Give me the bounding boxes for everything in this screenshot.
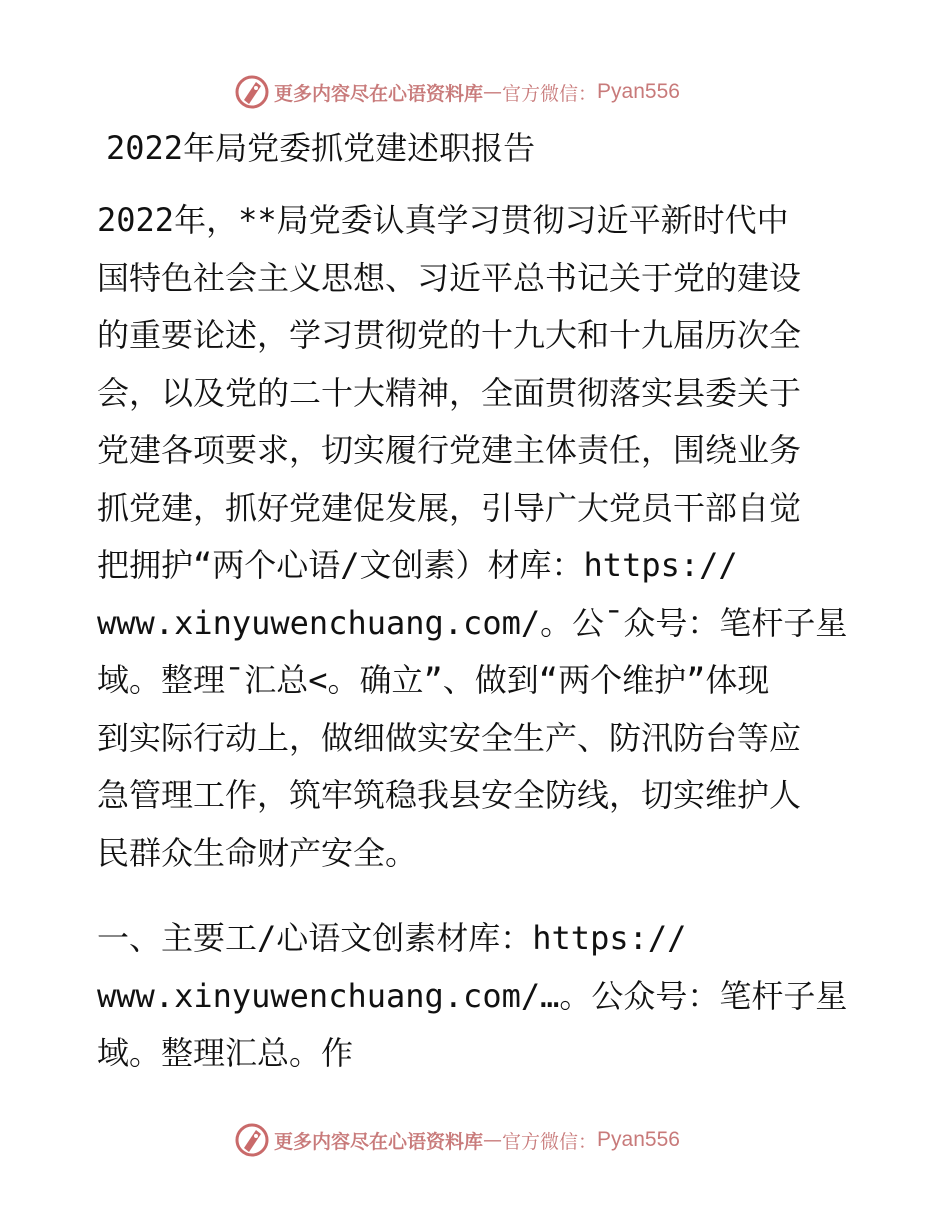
watermark-id: Pyan556 [597, 1128, 680, 1151]
text-line: 域。整理汇总。作 [97, 1034, 354, 1072]
header-watermark [234, 72, 680, 112]
text-line: www.xinyuwenchuang.com/…。公众号：笔杆子星 [97, 976, 848, 1015]
text-line: 把拥护“两个心语/文创素）材库：https:// [97, 546, 738, 584]
pen-nib-logo-icon [234, 1122, 270, 1158]
watermark-id: Pyan556 [597, 80, 680, 103]
watermark-label: 官方微信： [502, 1130, 598, 1153]
watermark-text: 更多内容尽在心语资料库 [274, 1130, 484, 1153]
text-line: www.xinyuwenchuang.com/。公¯众号：笔杆子星 [97, 603, 848, 642]
text-line: 域。整理¯汇总<。确立”、做到“两个维护”体现 [97, 661, 770, 699]
watermark-label: 官方微信： [502, 82, 598, 105]
footer-watermark [234, 1120, 680, 1160]
watermark-separator: — [483, 1129, 503, 1151]
text-line: 的重要论述，学习贯彻党的十九大和十九届历次全 [97, 316, 802, 354]
text-line: 急管理工作，筑牢筑稳我县安全防线，切实维护人 [97, 776, 802, 814]
text-line: 一、主要工/心语文创素材库：https:// [97, 919, 687, 957]
text-line: 到实际行动上，做细做实安全生产、防汛防台等应 [97, 718, 802, 757]
text-line: 会，以及党的二十大精神，全面贯彻落实县委关于 [97, 373, 802, 412]
text-line: 2022年，**局党委认真学习贯彻习近平新时代中 [97, 201, 789, 239]
watermark-separator: — [483, 81, 503, 103]
paragraph-1 [97, 192, 857, 882]
document-title: 2022年局党委抓党建述职报告 [106, 129, 536, 167]
pen-nib-logo-icon [234, 74, 270, 110]
paragraph-2 [97, 910, 857, 1083]
text-line: 国特色社会主义思想、习近平总书记关于党的建设 [97, 258, 802, 297]
text-line: 党建各项要求，切实履行党建主体责任，围绕业务 [97, 431, 802, 469]
watermark-text: 更多内容尽在心语资料库 [274, 82, 484, 105]
text-line: 民群众生命财产安全。 [97, 833, 418, 872]
text-line: 抓党建，抓好党建促发展，引导广大党员干部自觉 [97, 488, 802, 527]
